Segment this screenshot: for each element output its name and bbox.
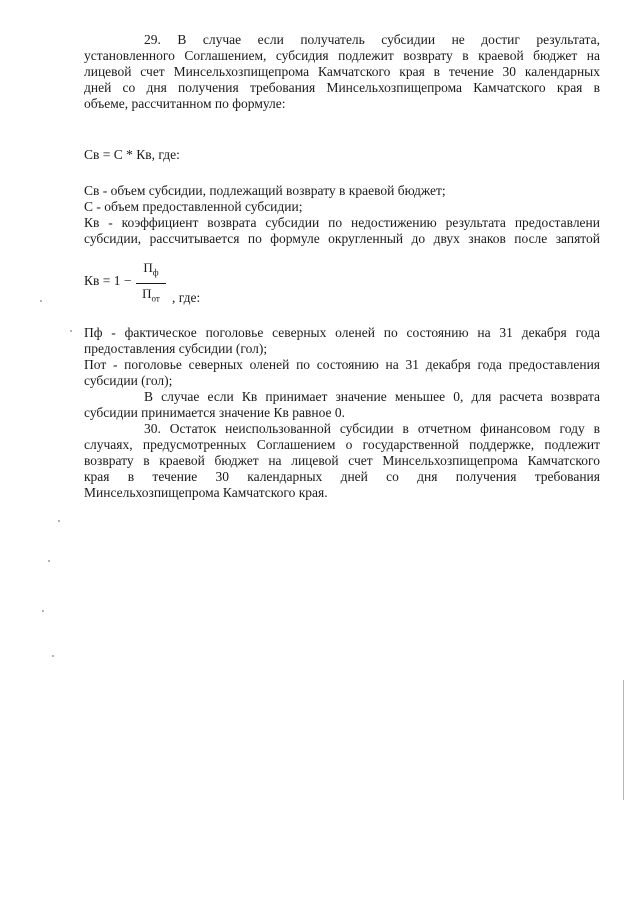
fraction-bar	[136, 283, 166, 284]
scan-speck	[48, 560, 50, 562]
fraction-numerator	[136, 260, 166, 281]
p29-line-3: лицевой счет Минсельхозпищепрома Камчатского края в течение 30 календарных	[84, 64, 600, 79]
note-kv-2: субсидии принимается значение Кв равное 0.	[84, 405, 345, 420]
formula-sv: Св = С * Кв, где:	[84, 147, 180, 162]
def-pot-2: субсидии (гол);	[84, 373, 173, 388]
def-pf-2: предоставления субсидии (гол);	[84, 341, 268, 356]
p30-line-5: Минсельхозпищепрома Камчатского края.	[84, 485, 328, 500]
scan-speck	[40, 300, 42, 302]
formula-kv-lhs: Кв = 1 −	[84, 273, 132, 288]
p29-line-4: дней со дня получения требования Минсельхозпищепрома Камчатского края в	[84, 80, 600, 95]
note-kv-1: В случае если Кв принимает значение меньшее 0, для расчета возврата	[144, 389, 600, 404]
p30-line-3: возврату в краевой бюджет на лицевой счет Минсельхозпищепрома Камчатского	[84, 453, 600, 468]
scan-speck	[70, 330, 72, 332]
numerator-sub: ф	[152, 267, 159, 278]
fraction-denominator	[136, 286, 166, 307]
denominator-main: П	[142, 285, 152, 301]
def-pf-1: Пф - фактическое поголовье северных оленей по состоянию на 31 декабря года	[84, 325, 600, 340]
p29-line-2: установленного Соглашением, субсидия подлежит возврату в краевой бюджет на	[84, 48, 600, 63]
scan-speck	[42, 610, 44, 612]
def-pot-1: Пот - поголовье северных оленей по состоянию на 31 декабря года предоставления	[84, 357, 600, 372]
fraction	[136, 260, 166, 306]
p30-line-1: 30. Остаток неиспользованной субсидии в отчетном финансовом году в	[144, 421, 600, 436]
numerator-main: П	[143, 260, 153, 275]
def-kv-2: субсидии, рассчитывается по формуле округленный до двух знаков после запятой	[84, 231, 600, 246]
p29-line-5: объеме, рассчитанном по формуле:	[84, 96, 286, 111]
formula-kv	[84, 260, 284, 304]
denominator-sub: от	[151, 293, 160, 304]
p30-line-4: края в течение 30 календарных дней со дня получения требования	[84, 469, 600, 484]
scan-speck	[58, 520, 60, 522]
scan-edge-line	[623, 680, 624, 800]
def-s: С - объем предоставленной субсидии;	[84, 199, 303, 214]
def-sv: Св - объем субсидии, подлежащий возврату в краевой бюджет;	[84, 183, 446, 198]
formula-kv-tail: , где:	[172, 290, 201, 305]
scan-speck	[52, 655, 54, 657]
p30-line-2: случаях, предусмотренных Соглашением о государственной поддержке, подлежит	[84, 437, 600, 452]
def-kv-1: Кв - коэффициент возврата субсидии по недостижению результата предоставлени	[84, 215, 600, 230]
p29-line-1: 29. В случае если получатель субсидии не достиг результата,	[144, 32, 600, 47]
